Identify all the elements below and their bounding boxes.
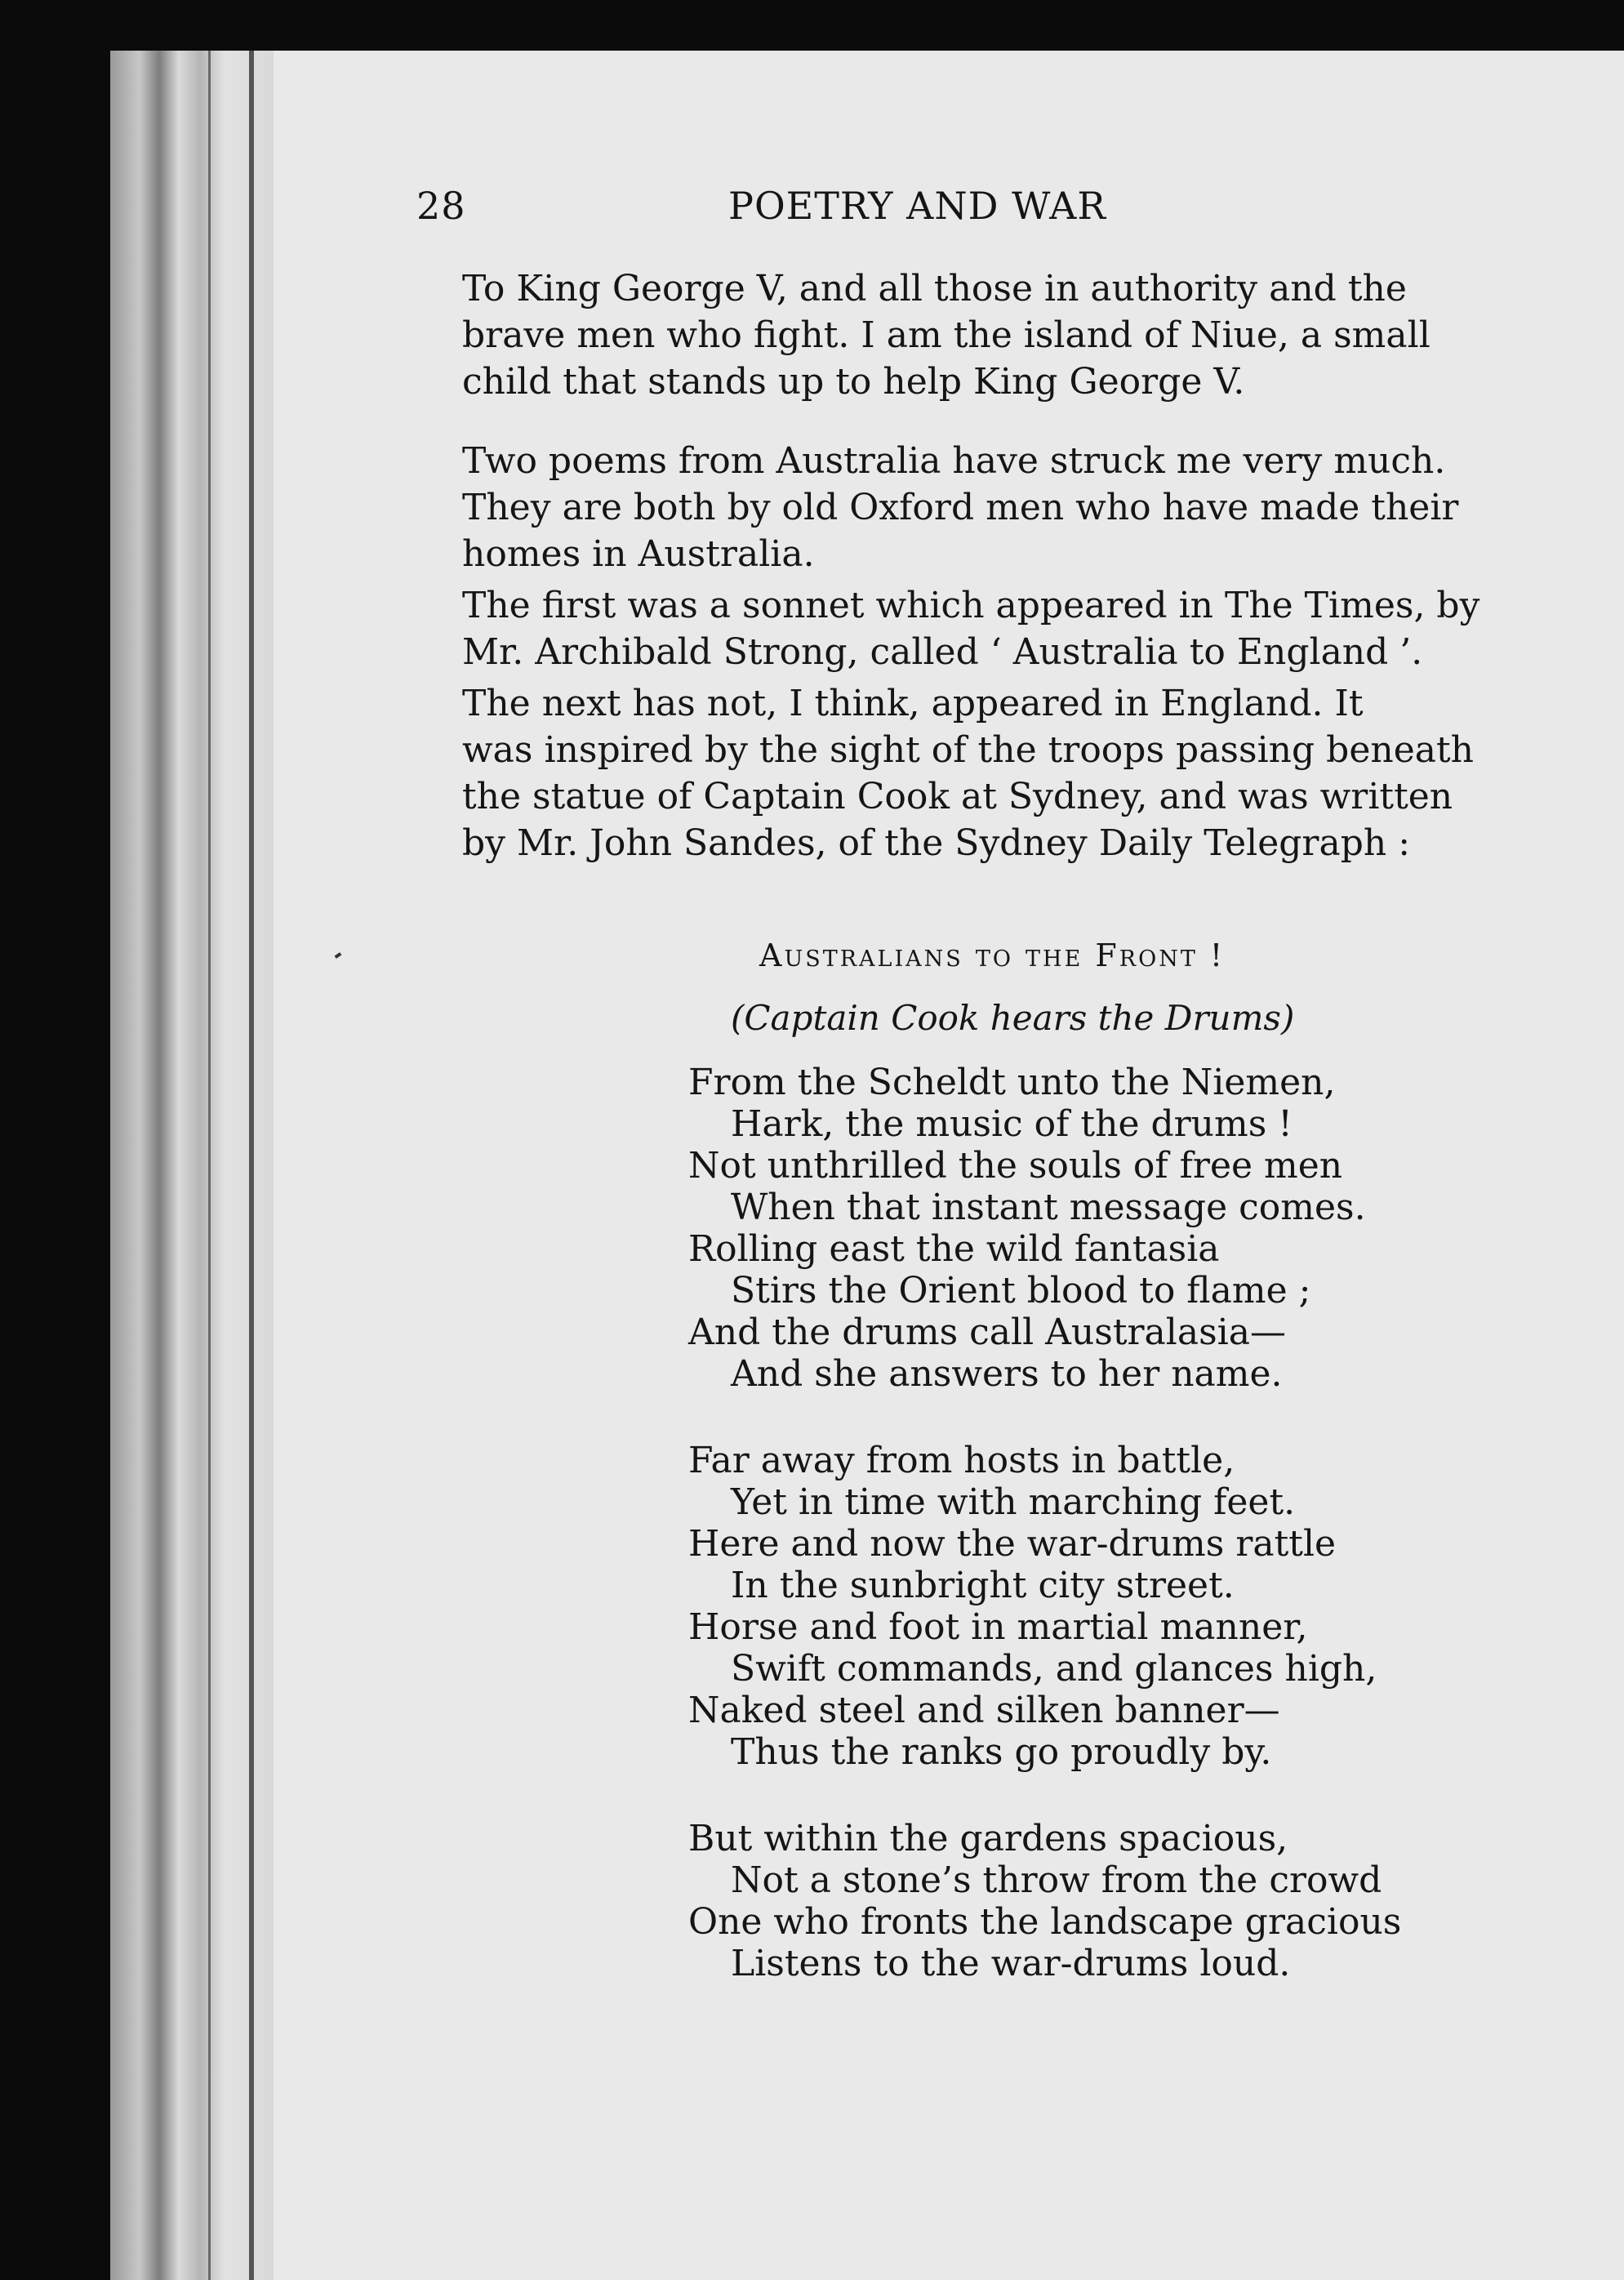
verse-line: One who fronts the landscape gracious <box>688 1901 1402 1943</box>
text-line: brave men who fight. I am the island of Niue, a small <box>462 314 1430 356</box>
verse-line: Yet in time with marching feet. <box>731 1481 1296 1523</box>
verse-line: Listens to the war-drums loud. <box>731 1943 1291 1984</box>
poem-subtitle: (Captain Cook hears the Drums) <box>731 998 1295 1038</box>
verse-line: Horse and foot in martial manner, <box>688 1606 1308 1648</box>
verse-line: When that instant message comes. <box>731 1187 1366 1228</box>
paragraph <box>416 438 1551 577</box>
poem-body <box>688 1062 1401 2029</box>
gutter-shadow <box>208 51 211 2280</box>
text-line: Two poems from Australia have struck me very much. <box>462 440 1446 482</box>
verse-line: Rolling east the wild fantasia <box>688 1228 1220 1270</box>
stanza <box>688 1062 1401 1395</box>
verse-line: Stirs the Orient blood to flame ; <box>731 1270 1311 1311</box>
text-line: was inspired by the sight of the troops passing beneath <box>462 729 1474 771</box>
verse-line: Swift commands, and glances high, <box>731 1648 1377 1690</box>
text-line: the statue of Captain Cook at Sydney, and was written <box>462 776 1453 817</box>
verse-line: But within the gardens spacious, <box>688 1818 1288 1859</box>
text-line: Mr. Archibald Strong, called ‘ Australia to England ’. <box>462 631 1423 673</box>
verse-line: Not a stone’s throw from the crowd <box>731 1859 1382 1901</box>
verse-line: Hark, the music of the drums ! <box>731 1103 1293 1145</box>
verse-line: In the sunbright city street. <box>731 1565 1235 1606</box>
page-number: 28 <box>416 184 466 228</box>
stanza <box>688 1818 1401 1984</box>
paragraph <box>416 680 1551 866</box>
prose-body <box>416 265 1551 866</box>
text-line: To King George V, and all those in authority and the <box>462 268 1407 309</box>
text-line: child that stands up to help King George V. <box>462 361 1245 403</box>
verse-line: From the Scheldt unto the Niemen, <box>688 1062 1336 1103</box>
paragraph <box>416 582 1551 675</box>
verse-line: Here and now the war-drums rattle <box>688 1523 1337 1565</box>
text-line: The next has not, I think, appeared in England. It <box>462 683 1364 724</box>
verse-line: Thus the ranks go proudly by. <box>731 1731 1272 1773</box>
paragraph <box>416 265 1551 405</box>
stanza <box>688 1440 1401 1773</box>
verse-line: And the drums call Australasia— <box>688 1311 1286 1353</box>
text-line: The first was a sonnet which appeared in The Times, by <box>462 585 1480 626</box>
verse-line: Naked steel and silken banner— <box>688 1690 1280 1731</box>
text-line: They are both by old Oxford men who have made their <box>462 487 1459 528</box>
poem-title: Australians to the Front ! <box>759 937 1226 973</box>
verse-line: Not unthrilled the souls of free men <box>688 1145 1343 1187</box>
verse-line: Far away from hosts in battle, <box>688 1440 1235 1481</box>
gutter-edge <box>249 51 254 2280</box>
verse-line: And she answers to her name. <box>731 1353 1283 1395</box>
text-line: by Mr. John Sandes, of the Sydney Daily Telegraph : <box>462 822 1411 864</box>
text-line: homes in Australia. <box>462 533 815 575</box>
running-title: POETRY AND WAR <box>728 184 1106 228</box>
